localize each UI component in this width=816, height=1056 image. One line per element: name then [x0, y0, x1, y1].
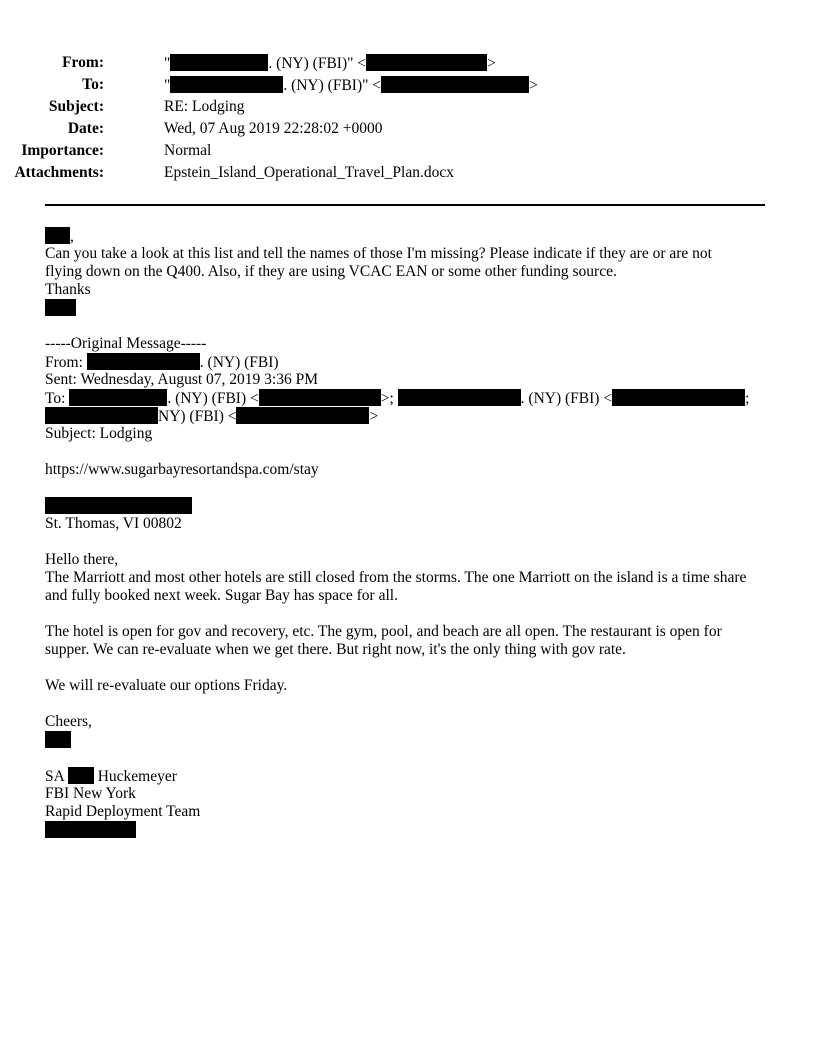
redaction-block — [259, 389, 381, 406]
header-subject-row — [0, 98, 760, 116]
header-divider — [45, 204, 765, 206]
redaction-block — [45, 821, 136, 838]
original-subject-line: Subject: Lodging — [45, 425, 153, 442]
header-from-quote: " — [164, 55, 171, 72]
header-attachments-label: Attachments: — [14, 164, 104, 181]
original-from-label: From: — [45, 354, 83, 371]
redaction-block — [69, 389, 167, 406]
header-subject-label: Subject: — [48, 98, 104, 115]
redaction-block — [612, 389, 745, 406]
original-to-part-2: >; — [380, 390, 394, 407]
signature-name-line — [45, 767, 177, 785]
redaction-block — [381, 76, 529, 93]
original-sent-line: Sent: Wednesday, August 07, 2019 3:36 PM — [45, 371, 319, 388]
redaction-block — [45, 227, 70, 244]
header-from-value — [164, 54, 496, 73]
header-importance-row — [0, 142, 760, 160]
header-from-mid: . (NY) (FBI)" < — [268, 55, 367, 72]
message-paragraph-1-line-1: The Marriott and most other hotels are still closed from the storms. The one Marriott on the island is a time share — [45, 569, 747, 586]
message-paragraph-1-line-2: and fully booked next week. Sugar Bay has space for all. — [45, 587, 398, 604]
redaction-block — [87, 353, 200, 370]
reply-line-2: flying down on the Q400. Also, if they are using VCAC EAN or some other funding source. — [45, 263, 617, 280]
original-to-part-1: . (NY) (FBI) < — [167, 390, 259, 407]
message-paragraph-2-line-2: supper. We can re-evaluate when we get there. But right now, it's the only thing with gov rate. — [45, 641, 626, 658]
header-importance-label: Importance: — [21, 142, 104, 159]
header-subject-value: RE: Lodging — [164, 98, 245, 115]
reply-greeting-comma: , — [70, 228, 74, 245]
header-to-mid: . (NY) (FBI)" < — [283, 77, 382, 94]
message-cheers: Cheers, — [45, 713, 92, 730]
message-hello: Hello there, — [45, 551, 119, 568]
header-from-end: > — [487, 55, 496, 72]
header-to-value — [164, 76, 538, 95]
header-to-row — [0, 76, 760, 94]
original-to-line-2 — [45, 407, 378, 425]
original-to-part-3: . (NY) (FBI) < — [520, 390, 613, 407]
header-from-label: From: — [62, 54, 104, 71]
header-attachments-row — [0, 164, 760, 182]
original-to-line — [45, 389, 749, 407]
redaction-block — [45, 407, 158, 424]
header-date-label: Date: — [67, 120, 104, 137]
original-to-label: To: — [45, 390, 66, 407]
header-to-label: To: — [82, 76, 104, 93]
header-to-quote: " — [164, 77, 171, 94]
message-paragraph-2-line-1: The hotel is open for gov and recovery, etc. The gym, pool, and beach are all open. The restaurant is open for — [45, 623, 722, 640]
original-to-part-4: ; — [745, 390, 750, 407]
header-to-end: > — [529, 77, 538, 94]
reply-thanks: Thanks — [45, 281, 91, 298]
reply-greeting — [45, 227, 74, 245]
signature-office: FBI New York — [45, 785, 136, 802]
header-date-row — [0, 120, 760, 138]
redaction-block — [366, 54, 487, 71]
signature-surname: Huckemeyer — [97, 768, 177, 785]
reply-line-1: Can you take a look at this list and tell the names of those I'm missing? Please indicate if they are or are not — [45, 245, 712, 262]
signature-team: Rapid Deployment Team — [45, 803, 201, 820]
signature-title: SA — [45, 768, 64, 785]
redaction-block — [398, 389, 521, 406]
hotel-url-link[interactable]: https://www.sugarbayresortandspa.com/stay — [45, 461, 319, 478]
original-from-line — [45, 353, 279, 371]
original-from-suffix: . (NY) (FBI) — [199, 354, 279, 371]
redaction-block — [236, 407, 369, 424]
header-from-row — [0, 54, 760, 72]
header-importance-value: Normal — [164, 142, 212, 159]
original-to2-part-2: > — [369, 408, 379, 425]
redaction-block — [45, 497, 192, 514]
message-paragraph-3: We will re-evaluate our options Friday. — [45, 677, 288, 694]
redaction-block — [45, 731, 71, 748]
redaction-block — [68, 767, 94, 784]
header-date-value: Wed, 07 Aug 2019 22:28:02 +0000 — [164, 120, 383, 137]
hotel-address: St. Thomas, VI 00802 — [45, 515, 182, 532]
redaction-block — [170, 54, 268, 71]
original-message-separator: -----Original Message----- — [45, 335, 207, 352]
original-to2-part-1: NY) (FBI) < — [158, 408, 237, 425]
redaction-block — [45, 299, 76, 316]
redaction-block — [170, 76, 283, 93]
header-attachments-value[interactable]: Epstein_Island_Operational_Travel_Plan.docx — [164, 164, 454, 181]
